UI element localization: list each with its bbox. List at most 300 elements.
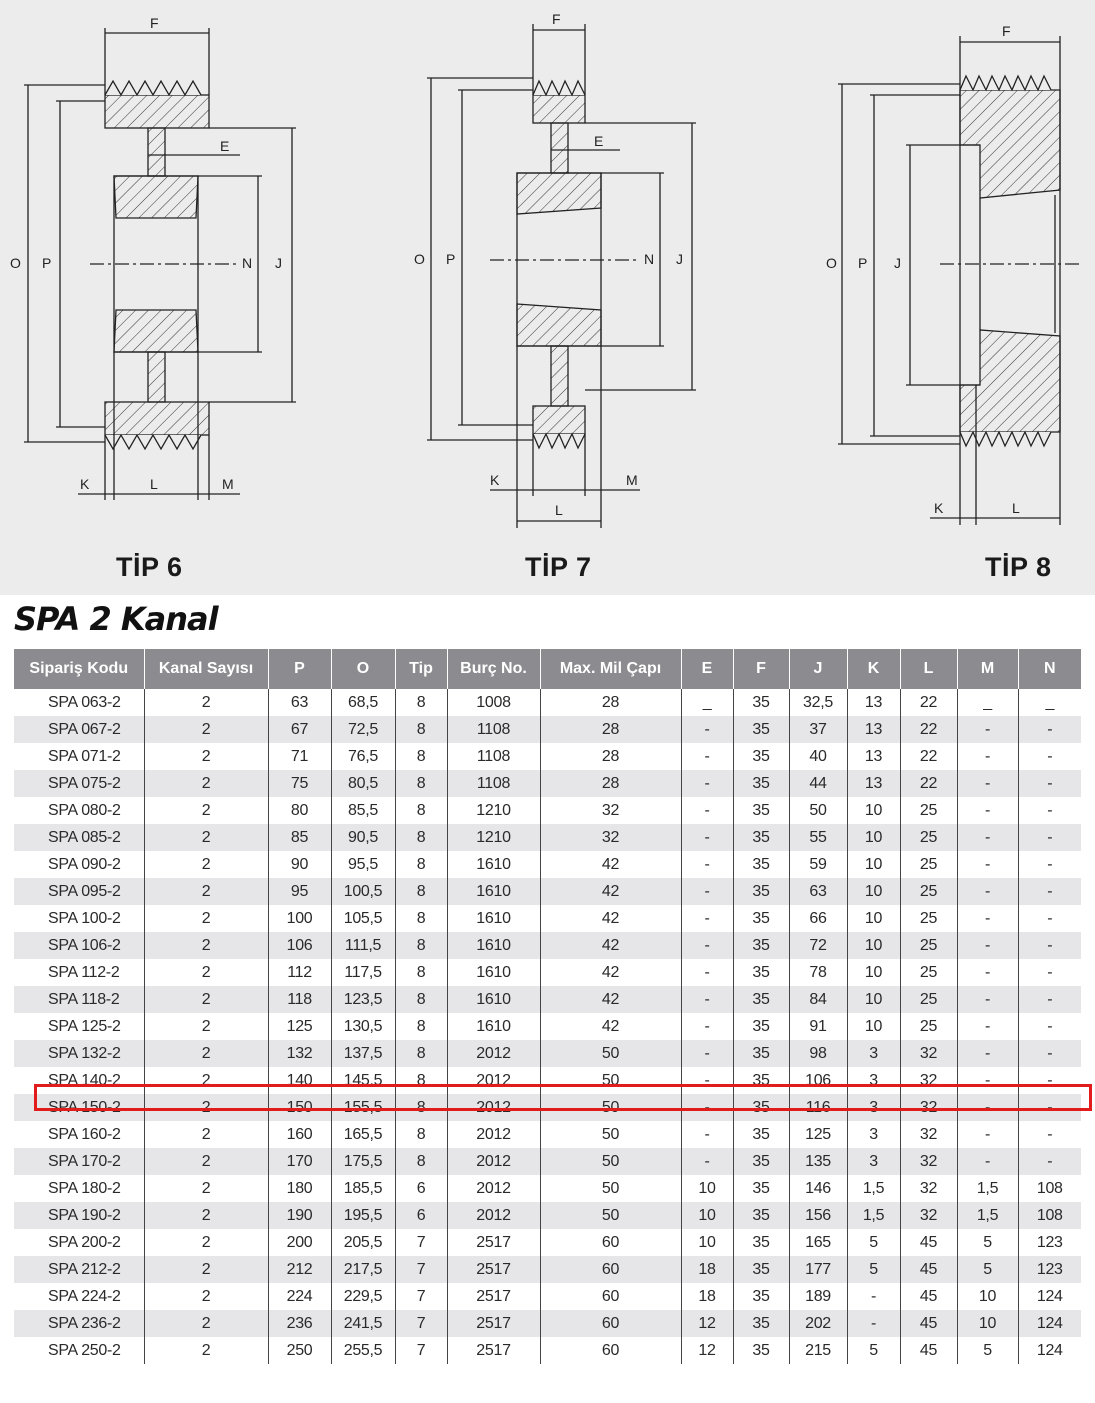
table-cell: 125	[789, 1121, 847, 1148]
table-cell: 13	[847, 689, 900, 716]
tip6-dim-N: N	[242, 255, 253, 271]
table-cell: 241,5	[331, 1310, 395, 1337]
table-cell: 132	[268, 1040, 331, 1067]
table-cell: -	[1018, 1121, 1081, 1148]
table-cell: 8	[395, 878, 447, 905]
order-code-cell: SPA 200-2	[14, 1229, 144, 1256]
table-cell: 124	[1018, 1283, 1081, 1310]
table-cell: 50	[540, 1094, 681, 1121]
table-cell: 8	[395, 959, 447, 986]
table-cell: 55	[789, 824, 847, 851]
order-code-cell: SPA 212-2	[14, 1256, 144, 1283]
table-cell: 63	[268, 689, 331, 716]
table-cell: 10	[681, 1229, 733, 1256]
table-cell: 2	[144, 1175, 268, 1202]
table-cell: 177	[789, 1256, 847, 1283]
table-cell: 2	[144, 824, 268, 851]
table-cell: -	[1018, 851, 1081, 878]
table-cell: -	[1018, 743, 1081, 770]
table-cell: 32	[900, 1175, 957, 1202]
table-cell: 32	[540, 824, 681, 851]
table-cell: 95	[268, 878, 331, 905]
table-cell: -	[681, 797, 733, 824]
table-cell: 12	[681, 1310, 733, 1337]
table-cell: 18	[681, 1256, 733, 1283]
tip6-dim-O: O	[10, 255, 21, 271]
tip8-dim-F: F	[1002, 23, 1011, 39]
tip6-dim-L: L	[150, 476, 158, 492]
table-cell: 106	[789, 1067, 847, 1094]
table-cell: 35	[733, 851, 789, 878]
table-cell: 25	[900, 1013, 957, 1040]
table-cell: 45	[900, 1256, 957, 1283]
table-row-highlighted	[14, 1067, 1081, 1094]
table-cell: 1610	[447, 905, 540, 932]
table-cell: 42	[540, 905, 681, 932]
table-cell: 10	[681, 1175, 733, 1202]
table-cell: 35	[733, 824, 789, 851]
tip7-dim-N: N	[644, 251, 655, 267]
table-cell: 2	[144, 1067, 268, 1094]
table-cell: 112	[268, 959, 331, 986]
table-cell: -	[681, 743, 733, 770]
table-cell: 68,5	[331, 689, 395, 716]
column-header: J	[789, 649, 847, 689]
table-cell: 7	[395, 1256, 447, 1283]
tip7-dim-F: F	[552, 11, 561, 27]
table-row	[14, 1175, 1081, 1202]
table-cell: 76,5	[331, 743, 395, 770]
table-cell: 2	[144, 743, 268, 770]
table-cell: -	[1018, 878, 1081, 905]
table-cell: 165,5	[331, 1121, 395, 1148]
tip8-dim-P: P	[858, 255, 868, 271]
column-header: P	[268, 649, 331, 689]
order-code-cell: SPA 150-2	[14, 1094, 144, 1121]
table-cell: 28	[540, 770, 681, 797]
table-cell: -	[681, 1040, 733, 1067]
table-cell: 160	[268, 1121, 331, 1148]
table-cell: 224	[268, 1283, 331, 1310]
table-cell: 2	[144, 797, 268, 824]
table-cell: 146	[789, 1175, 847, 1202]
tip8-dim-L: L	[1012, 500, 1020, 516]
table-cell: 1108	[447, 743, 540, 770]
table-cell: 90	[268, 851, 331, 878]
table-cell: 123	[1018, 1229, 1081, 1256]
table-cell: 8	[395, 986, 447, 1013]
table-cell: 35	[733, 689, 789, 716]
table-cell: -	[1018, 716, 1081, 743]
table-cell: 8	[395, 689, 447, 716]
table-cell: 5	[957, 1229, 1018, 1256]
column-header: K	[847, 649, 900, 689]
table-cell: -	[681, 1067, 733, 1094]
table-cell: 5	[957, 1337, 1018, 1364]
table-cell: 35	[733, 1337, 789, 1364]
tip-8-drawing	[838, 36, 1080, 525]
table-cell: 75	[268, 770, 331, 797]
tip8-dim-O: O	[826, 255, 837, 271]
table-cell: 125	[268, 1013, 331, 1040]
table-cell: 60	[540, 1283, 681, 1310]
table-cell: 35	[733, 1229, 789, 1256]
table-cell: 8	[395, 905, 447, 932]
table-cell: 35	[733, 905, 789, 932]
table-cell: 80,5	[331, 770, 395, 797]
table-cell: 10	[847, 797, 900, 824]
table-cell: 2	[144, 1283, 268, 1310]
table-cell: 124	[1018, 1310, 1081, 1337]
table-cell: 32	[900, 1040, 957, 1067]
table-cell: 71	[268, 743, 331, 770]
table-cell: 217,5	[331, 1256, 395, 1283]
order-code-cell: SPA 095-2	[14, 878, 144, 905]
table-cell: 13	[847, 743, 900, 770]
order-code-cell: SPA 236-2	[14, 1310, 144, 1337]
table-cell: -	[957, 716, 1018, 743]
table-cell: 105,5	[331, 905, 395, 932]
table-cell: 10	[847, 1013, 900, 1040]
table-cell: 35	[733, 1202, 789, 1229]
tip-7-drawing	[427, 24, 696, 528]
table-cell: 190	[268, 1202, 331, 1229]
column-header: M	[957, 649, 1018, 689]
table-cell: 37	[789, 716, 847, 743]
table-cell: 2	[144, 1229, 268, 1256]
table-cell: 180	[268, 1175, 331, 1202]
table-cell: -	[957, 743, 1018, 770]
table-cell: -	[957, 932, 1018, 959]
table-row	[14, 959, 1081, 986]
table-cell: 170	[268, 1148, 331, 1175]
table-cell: _	[957, 689, 1018, 716]
table-cell: 66	[789, 905, 847, 932]
table-cell: 35	[733, 986, 789, 1013]
table-cell: 2012	[447, 1148, 540, 1175]
table-cell: 100,5	[331, 878, 395, 905]
table-row	[14, 1202, 1081, 1229]
order-code-cell: SPA 180-2	[14, 1175, 144, 1202]
table-cell: 175,5	[331, 1148, 395, 1175]
tip-7-label: TİP 7	[525, 552, 592, 582]
table-cell: 2012	[447, 1067, 540, 1094]
table-cell: 95,5	[331, 851, 395, 878]
table-row	[14, 1310, 1081, 1337]
tip6-dim-J: J	[275, 255, 282, 271]
table-cell: 25	[900, 878, 957, 905]
table-cell: 2	[144, 1310, 268, 1337]
table-cell: 25	[900, 905, 957, 932]
table-cell: 35	[733, 1175, 789, 1202]
table-cell: 6	[395, 1202, 447, 1229]
table-cell: -	[681, 1121, 733, 1148]
table-cell: -	[957, 824, 1018, 851]
table-cell: 35	[733, 1067, 789, 1094]
table-cell: -	[957, 797, 1018, 824]
table-cell: 22	[900, 743, 957, 770]
order-code-cell: SPA 160-2	[14, 1121, 144, 1148]
table-cell: -	[1018, 770, 1081, 797]
table-cell: 35	[733, 1040, 789, 1067]
table-row	[14, 824, 1081, 851]
table-cell: 1108	[447, 770, 540, 797]
table-cell: 106	[268, 932, 331, 959]
table-cell: 2	[144, 770, 268, 797]
table-cell: 59	[789, 851, 847, 878]
table-cell: 8	[395, 932, 447, 959]
table-cell: 85	[268, 824, 331, 851]
table-cell: 13	[847, 770, 900, 797]
table-cell: -	[1018, 1094, 1081, 1121]
order-code-cell: SPA 075-2	[14, 770, 144, 797]
table-cell: 1,5	[847, 1202, 900, 1229]
table-cell: 35	[733, 1121, 789, 1148]
table-cell: 2012	[447, 1202, 540, 1229]
table-row	[14, 1121, 1081, 1148]
tip6-dim-P: P	[42, 255, 52, 271]
table-cell: 80	[268, 797, 331, 824]
table-cell: 7	[395, 1229, 447, 1256]
table-cell: 22	[900, 689, 957, 716]
table-cell: 8	[395, 1013, 447, 1040]
table-cell: 8	[395, 824, 447, 851]
table-row	[14, 770, 1081, 797]
table-cell: -	[1018, 1013, 1081, 1040]
order-code-cell: SPA 071-2	[14, 743, 144, 770]
table-cell: 32	[900, 1094, 957, 1121]
table-cell: 35	[733, 878, 789, 905]
table-cell: 2	[144, 959, 268, 986]
table-cell: 25	[900, 851, 957, 878]
table-cell: -	[681, 770, 733, 797]
column-header: E	[681, 649, 733, 689]
table-cell: 10	[957, 1283, 1018, 1310]
table-cell: 8	[395, 770, 447, 797]
table-cell: 2517	[447, 1283, 540, 1310]
column-header: O	[331, 649, 395, 689]
table-cell: 2	[144, 986, 268, 1013]
table-cell: 3	[847, 1121, 900, 1148]
table-cell: 28	[540, 689, 681, 716]
table-cell: 25	[900, 797, 957, 824]
table-cell: 45	[900, 1283, 957, 1310]
table-cell: 35	[733, 1283, 789, 1310]
table-cell: 28	[540, 743, 681, 770]
table-cell: 2	[144, 1013, 268, 1040]
table-cell: 50	[540, 1175, 681, 1202]
table-cell: -	[681, 905, 733, 932]
table-cell: 45	[900, 1310, 957, 1337]
table-cell: 44	[789, 770, 847, 797]
table-cell: 35	[733, 797, 789, 824]
table-cell: -	[957, 1067, 1018, 1094]
table-cell: 205,5	[331, 1229, 395, 1256]
order-code-cell: SPA 132-2	[14, 1040, 144, 1067]
table-row	[14, 1094, 1081, 1121]
table-row	[14, 1013, 1081, 1040]
table-cell: 35	[733, 1148, 789, 1175]
table-cell: 18	[681, 1283, 733, 1310]
table-cell: 2	[144, 1121, 268, 1148]
table-cell: 137,5	[331, 1040, 395, 1067]
table-cell: 42	[540, 851, 681, 878]
table-cell: 72	[789, 932, 847, 959]
table-cell: 25	[900, 932, 957, 959]
table-row	[14, 1040, 1081, 1067]
table-cell: 1108	[447, 716, 540, 743]
table-cell: -	[681, 959, 733, 986]
table-row	[14, 716, 1081, 743]
table-cell: 8	[395, 797, 447, 824]
table-cell: 8	[395, 716, 447, 743]
table-cell: 3	[847, 1148, 900, 1175]
table-cell: 1610	[447, 1013, 540, 1040]
table-cell: 140	[268, 1067, 331, 1094]
table-cell: -	[681, 878, 733, 905]
table-cell: 2	[144, 716, 268, 743]
table-cell: 7	[395, 1310, 447, 1337]
table-cell: 1008	[447, 689, 540, 716]
table-cell: 185,5	[331, 1175, 395, 1202]
table-cell: 8	[395, 1094, 447, 1121]
table-cell: 42	[540, 1013, 681, 1040]
table-cell: 85,5	[331, 797, 395, 824]
table-cell: 155,5	[331, 1094, 395, 1121]
table-cell: 32	[900, 1067, 957, 1094]
tip7-dim-P: P	[446, 251, 456, 267]
tip6-dim-M: M	[222, 476, 234, 492]
table-cell: 10	[957, 1310, 1018, 1337]
table-cell: 150	[268, 1094, 331, 1121]
table-cell: 215	[789, 1337, 847, 1364]
table-cell: 2	[144, 1202, 268, 1229]
table-cell: 108	[1018, 1175, 1081, 1202]
order-code-cell: SPA 118-2	[14, 986, 144, 1013]
table-cell: 2517	[447, 1310, 540, 1337]
column-header: F	[733, 649, 789, 689]
table-cell: 32,5	[789, 689, 847, 716]
table-cell: 42	[540, 932, 681, 959]
table-row	[14, 743, 1081, 770]
table-cell: 35	[733, 743, 789, 770]
order-code-cell: SPA 170-2	[14, 1148, 144, 1175]
table-cell: 3	[847, 1094, 900, 1121]
table-cell: 2	[144, 905, 268, 932]
table-cell: 1,5	[847, 1175, 900, 1202]
table-body	[14, 689, 1081, 1364]
table-cell: -	[681, 986, 733, 1013]
table-row	[14, 797, 1081, 824]
tip-6-label: TİP 6	[116, 552, 183, 582]
table-cell: 2012	[447, 1175, 540, 1202]
table-cell: 22	[900, 770, 957, 797]
order-code-cell: SPA 140-2	[14, 1067, 144, 1094]
table-header-row	[14, 649, 1081, 689]
table-cell: 35	[733, 932, 789, 959]
table-cell: -	[1018, 1148, 1081, 1175]
table-cell: 8	[395, 1067, 447, 1094]
table-cell: 1610	[447, 851, 540, 878]
table-cell: 32	[900, 1202, 957, 1229]
table-row	[14, 1283, 1081, 1310]
spec-table-container	[14, 649, 1081, 1364]
table-row	[14, 932, 1081, 959]
table-cell: 7	[395, 1337, 447, 1364]
table-cell: 8	[395, 1121, 447, 1148]
table-cell: -	[847, 1283, 900, 1310]
table-cell: 35	[733, 959, 789, 986]
order-code-cell: SPA 106-2	[14, 932, 144, 959]
table-cell: 35	[733, 1310, 789, 1337]
table-cell: 10	[847, 824, 900, 851]
column-header: N	[1018, 649, 1081, 689]
table-cell: 8	[395, 743, 447, 770]
table-cell: 50	[540, 1202, 681, 1229]
table-cell: 6	[395, 1175, 447, 1202]
table-cell: 25	[900, 959, 957, 986]
spec-table	[14, 649, 1081, 1364]
table-cell: 1610	[447, 932, 540, 959]
table-cell: 50	[540, 1121, 681, 1148]
order-code-cell: SPA 100-2	[14, 905, 144, 932]
table-cell: 156	[789, 1202, 847, 1229]
table-cell: 60	[540, 1229, 681, 1256]
column-header: Sipariş Kodu	[14, 649, 144, 689]
table-cell: -	[957, 851, 1018, 878]
table-cell: 1610	[447, 986, 540, 1013]
table-cell: 165	[789, 1229, 847, 1256]
table-cell: 255,5	[331, 1337, 395, 1364]
table-cell: 42	[540, 878, 681, 905]
table-cell: 32	[900, 1121, 957, 1148]
table-cell: 28	[540, 716, 681, 743]
table-cell: 2	[144, 1040, 268, 1067]
tip7-dim-J: J	[676, 251, 683, 267]
table-cell: 50	[540, 1067, 681, 1094]
table-cell: 8	[395, 1148, 447, 1175]
table-cell: 212	[268, 1256, 331, 1283]
table-cell: -	[1018, 986, 1081, 1013]
table-cell: -	[1018, 905, 1081, 932]
table-cell: 35	[733, 1013, 789, 1040]
table-cell: 108	[1018, 1202, 1081, 1229]
tip8-dim-J: J	[894, 255, 901, 271]
technical-drawing-panel	[0, 0, 1095, 595]
table-cell: -	[681, 932, 733, 959]
pulley-drawings	[0, 0, 1095, 595]
table-cell: 2	[144, 1094, 268, 1121]
table-cell: 10	[847, 905, 900, 932]
table-cell: 45	[900, 1337, 957, 1364]
table-cell: 42	[540, 986, 681, 1013]
table-cell: 189	[789, 1283, 847, 1310]
table-cell: 5	[847, 1229, 900, 1256]
table-cell: -	[681, 1094, 733, 1121]
table-cell: -	[681, 716, 733, 743]
table-cell: -	[957, 959, 1018, 986]
column-header: Max. Mil Çapı	[540, 649, 681, 689]
table-cell: 32	[900, 1148, 957, 1175]
tip-6-drawing	[24, 28, 296, 500]
table-cell: 2	[144, 1337, 268, 1364]
table-cell: 2	[144, 1256, 268, 1283]
table-cell: 124	[1018, 1337, 1081, 1364]
table-cell: 1,5	[957, 1202, 1018, 1229]
table-cell: -	[957, 1013, 1018, 1040]
table-cell: -	[957, 905, 1018, 932]
table-cell: 202	[789, 1310, 847, 1337]
